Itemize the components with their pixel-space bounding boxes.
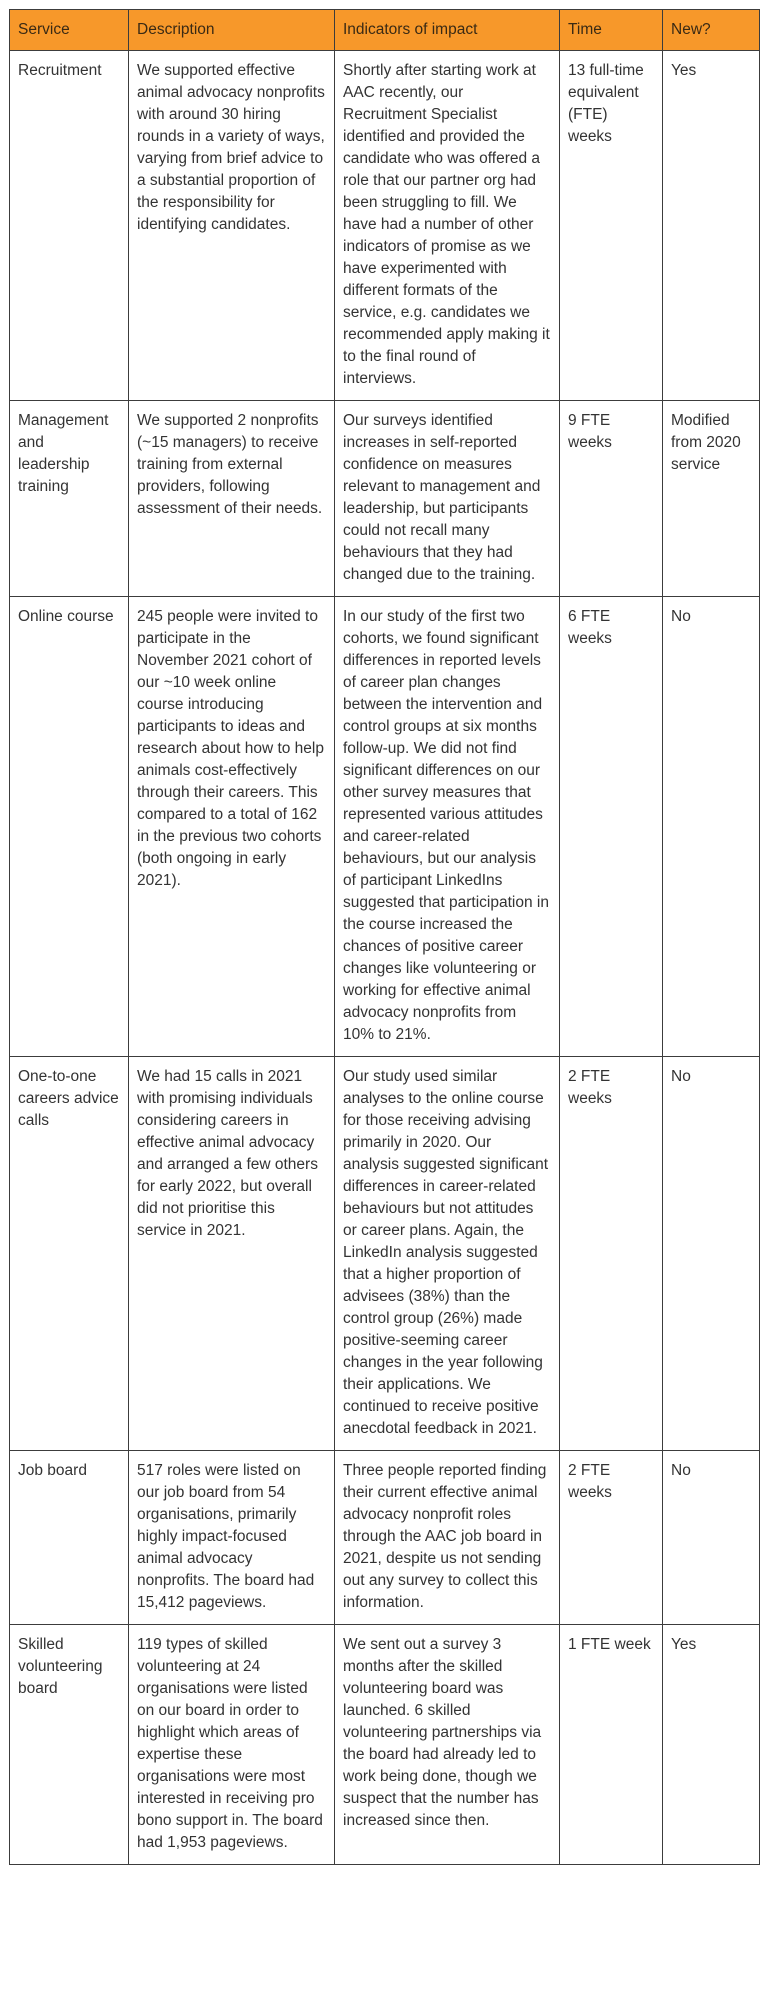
cell-impact: Three people reported finding their current effective animal advocacy nonprofit roles through the AAC job board in 2021, despite us not sending out any survey to collect this information. [335, 1451, 560, 1625]
table-row [10, 51, 760, 401]
cell-time: 2 FTE weeks [560, 1057, 663, 1451]
table-header [10, 10, 760, 51]
table-row [10, 1057, 760, 1451]
cell-new: Yes [663, 1625, 760, 1865]
cell-impact: In our study of the first two cohorts, we found significant differences in reported levels of career plan changes between the intervention and control groups at six months follow-up. We did not find significant differences on our other survey measures that represented various attitudes and career-related behaviours, but our analysis of participant LinkedIns suggested that participation in the course increased the chances of positive career changes like volunteering or working for effective animal advocacy nonprofits from 10% to 21%. [335, 597, 560, 1057]
table-row [10, 1451, 760, 1625]
cell-impact: Our study used similar analyses to the online course for those receiving advising primarily in 2020. Our analysis suggested significant differences in career-related behaviours but not attitudes or career plans. Again, the LinkedIn analysis suggested that a higher proportion of advisees (38%) than the control group (26%) made positive-seeming career changes in the year following their applications. We continued to receive positive anecdotal feedback in 2021. [335, 1057, 560, 1451]
cell-description: 119 types of skilled volunteering at 24 organisations were listed on our board in order to highlight which areas of expertise these organisations were most interested in receiving pro bono support in. The board had 1,953 pageviews. [129, 1625, 335, 1865]
cell-time: 2 FTE weeks [560, 1451, 663, 1625]
header-description: Description [129, 10, 335, 51]
header-time: Time [560, 10, 663, 51]
cell-impact: Our surveys identified increases in self-reported confidence on measures relevant to management and leadership, but participants could not recall many behaviours that they had changed due to the training. [335, 401, 560, 597]
cell-new: No [663, 1451, 760, 1625]
header-row [10, 10, 760, 51]
cell-service: Recruitment [10, 51, 129, 401]
table-body [10, 51, 760, 1865]
cell-description: We supported 2 nonprofits (~15 managers) to receive training from external providers, following assessment of their needs. [129, 401, 335, 597]
cell-new: Modified from 2020 service [663, 401, 760, 597]
cell-description: We supported effective animal advocacy nonprofits with around 30 hiring rounds in a variety of ways, varying from brief advice to a substantial proportion of the responsibility for identifying candidates. [129, 51, 335, 401]
cell-time: 9 FTE weeks [560, 401, 663, 597]
cell-description: We had 15 calls in 2021 with promising individuals considering careers in effective animal advocacy and arranged a few others for early 2022, but overall did not prioritise this service in 2021. [129, 1057, 335, 1451]
cell-impact: Shortly after starting work at AAC recently, our Recruitment Specialist identified and provided the candidate who was offered a role that our partner org had been struggling to fill. We have had a number of other indicators of promise as we have experimented with different formats of the service, e.g. candidates we recommended apply making it to the final round of interviews. [335, 51, 560, 401]
cell-description: 517 roles were listed on our job board from 54 organisations, primarily highly impact-focused animal advocacy nonprofits. The board had 15,412 pageviews. [129, 1451, 335, 1625]
cell-service: One-to-one careers advice calls [10, 1057, 129, 1451]
table-row [10, 401, 760, 597]
header-impact: Indicators of impact [335, 10, 560, 51]
header-new: New? [663, 10, 760, 51]
cell-service: Skilled volunteering board [10, 1625, 129, 1865]
cell-new: No [663, 597, 760, 1057]
cell-time: 13 full-time equivalent (FTE) weeks [560, 51, 663, 401]
cell-service: Job board [10, 1451, 129, 1625]
cell-service: Management and leadership training [10, 401, 129, 597]
cell-description: 245 people were invited to participate in the November 2021 cohort of our ~10 week online course introducing participants to ideas and research about how to help animals cost-effectively through their careers. This compared to a total of 162 in the previous two cohorts (both ongoing in early 2021). [129, 597, 335, 1057]
services-table [9, 9, 760, 1865]
cell-new: No [663, 1057, 760, 1451]
cell-time: 1 FTE week [560, 1625, 663, 1865]
cell-impact: We sent out a survey 3 months after the skilled volunteering board was launched. 6 skilled volunteering partnerships via the board had already led to work being done, though we suspect that the number has increased since then. [335, 1625, 560, 1865]
table-row [10, 1625, 760, 1865]
cell-new: Yes [663, 51, 760, 401]
table-row [10, 597, 760, 1057]
header-service: Service [10, 10, 129, 51]
cell-service: Online course [10, 597, 129, 1057]
cell-time: 6 FTE weeks [560, 597, 663, 1057]
